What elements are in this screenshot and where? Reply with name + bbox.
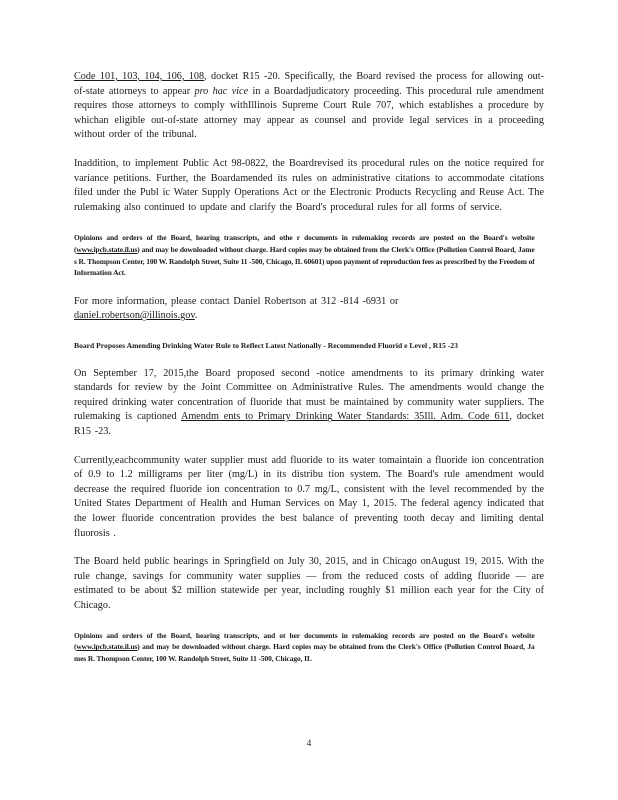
email-link[interactable]: daniel.robertson@illinois.gov [74,310,195,322]
contact-text: For more information, please contact Daniel Robertson at 312 -814 -6931 or [74,295,399,307]
notice-opinions-1 [74,232,535,278]
section-heading: Board Proposes Amending Drinking Water Rule to Reflect Latest Nationally - Recommended Fluorid e Level , R15 -23 [74,340,458,350]
notice-text: Opinions and orders of the Board, hearing transcripts, and othe r documents in rulemaking records are posted on the Board's website ( [74,233,535,254]
page-number: 4 [306,738,312,748]
paragraph-hearings: The Board held public hearings in Springfield on July 30, 2015, and in Chicago onAugust 19, 2015. With the rule change, savings for community water supplies — from the reduced costs of adding fluoride — are estimated to be about $2 million statewide per year, including roughly $1 million each year for the City of Chicago. [74,556,544,612]
paragraph-text: On September 17, 2015,the Board proposed second -notice amendments to its primary drinking water standards for review by the Joint Committee on Administrative Rules. The amendments would change the required drinking water concentration of fluoride that must be maintained by community water suppliers. The rulemaking is captioned [74,367,544,423]
notice-opinions-2 [74,630,535,665]
paragraph-proposal [74,367,544,440]
paragraph-public-act: Inaddition, to implement Public Act 98-0822, the Boardrevised its procedural rules on the notice required for variance petitions. Further, the Boardamended its rules on administrative citations to accommodate citations filed under the Publ ic Water Supply Operations Act or the Electronic Products Recycling and Reuse Act. The rulemaking also continued to update and clarify the Board's procedural rules for all forms of service. [74,157,544,213]
paragraph-text: , docket R15 -20. Specifically, the Board revised the process for allowing out-of-state attorneys to appear [74,71,544,97]
paragraph-text: , docket R15 -23. [74,411,544,438]
caption-link[interactable]: Amendm ents to Primary Drinking Water Standards: 35Ill. Adm. Code 611 [180,411,510,423]
notice-text: ) and may be downloaded without charge. Hard copies may be obtained from the Clerk's Office (Pollution Control Board, Ja mes R. Thompson Center, 100 W. Randolph Street, Suite 11 -500, Chicago, IL [74,642,535,663]
code-link[interactable]: Code 101, 103, 104, 106, 108 [74,71,205,82]
paragraph-text: in a Boardadjudicatory proceeding. This procedural rule amendment requires those attorneys to comply withIllinois Supreme Court Rule 707, which establishes a procedure by whichan eligible out-of-state attorney may appear as counsel and provide legal services in a proceeding without order of the tribunal. [74,85,545,141]
italic-term: pro hac vice [194,85,249,97]
paragraph-contact [74,295,544,324]
paragraph-rule-amendment [74,70,544,143]
contact-end: . [194,310,198,322]
paragraph-fluoride: Currently,eachcommunity water supplier must add fluoride to its water tomaintain a fluoride ion concentration of 0.9 to 1.2 milligrams per liter (mg/L) in its distribu tion system. The Board's rule amendment would decrease the required fluoride ion concentration to 0.7 mg/L, consistent with the level recommended by the United States Department of Health and Human Services on May 1, 2015. The federal agency indicated that the lower fluoride concentration provides the best balance of preventing tooth decay and limiting dental fluorosis . [74,454,544,539]
notice-text: ) and may be downloaded without charge. Hard copies may be obtained from the Clerk's Office (Pollution Control Board, Jame s R. Thompson Center, 100 W. Randolph Street, Suite 11 -500, Chicago, IL 60601) upon payment of reproduction fees as prescribed by the Freedom of Information Act. [74,244,535,278]
page-body [74,70,544,664]
notice-text: Opinions and orders of the Board, hearing transcripts, and ot her documents in rulemaking records are posted on the Board's website ( [74,630,535,652]
website-link[interactable]: www.ipcb.state.il.us [76,642,138,652]
website-link[interactable]: www.ipcb.state.il.us [76,244,138,254]
